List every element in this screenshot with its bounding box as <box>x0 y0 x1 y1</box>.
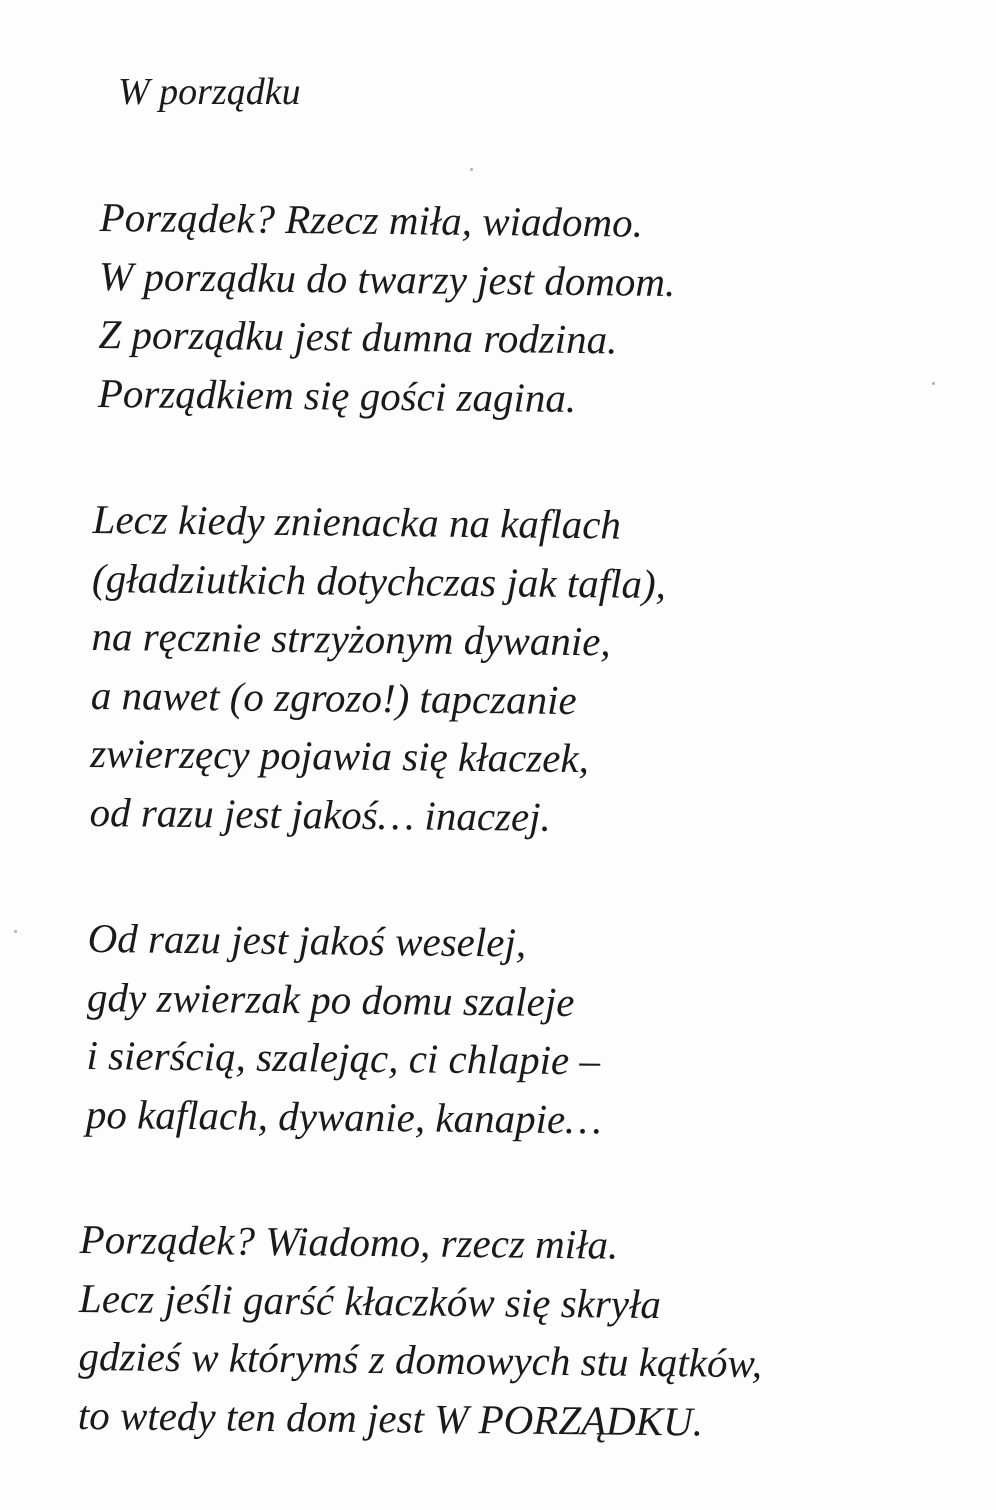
poem-line: Porządek? Wiadomo, rzecz miła. <box>79 1215 619 1268</box>
poem-line: i sierścią, szalejąc, ci chlapie – <box>86 1031 601 1084</box>
dust-speck <box>932 382 935 385</box>
dust-speck <box>470 168 473 171</box>
poem-line: Lecz kiedy znienacka na kaflach <box>92 495 622 548</box>
poem-line: a nawet (o zgrozo!) tapczanie <box>90 671 577 723</box>
poem-line: gdy zwierzak po domu szaleje <box>86 973 575 1025</box>
poem-line: to wtedy ten dom jest W PORZĄDKU. <box>77 1391 704 1445</box>
poem-line: zwierzęcy pojawia się kłaczek, <box>90 729 590 782</box>
poem-line: od razu jest jakoś… inaczej. <box>89 788 552 840</box>
poem-line: Lecz jeśli garść kłaczków się skryła <box>78 1274 662 1327</box>
stanza-2 <box>89 490 667 847</box>
stanza-3 <box>86 909 604 1148</box>
poem-title: W porządku <box>118 71 301 113</box>
poem-line: na ręcznie strzyżonym dywanie, <box>91 612 611 665</box>
poem-line: gdzieś w którymś z domowych stu kątków, <box>78 1332 763 1387</box>
poem-line: Od razu jest jakoś weselej, <box>87 914 527 966</box>
poem-line: Porządkiem się gości zagina. <box>97 369 577 421</box>
poem-line: Porządek? Rzecz miła, wiadomo. <box>99 193 644 246</box>
poem-line: (gładziutkich dotychczas jak tafla), <box>91 554 667 607</box>
stanza-4 <box>78 1210 764 1451</box>
stanza-1 <box>98 188 677 428</box>
poem-line: po kaflach, dywanie, kanapie… <box>85 1090 602 1142</box>
poem-line: Z porządku jest dumna rodzina. <box>98 310 618 363</box>
poem-line: W porządku do twarzy jest domom. <box>98 252 676 305</box>
dust-speck <box>14 930 17 933</box>
